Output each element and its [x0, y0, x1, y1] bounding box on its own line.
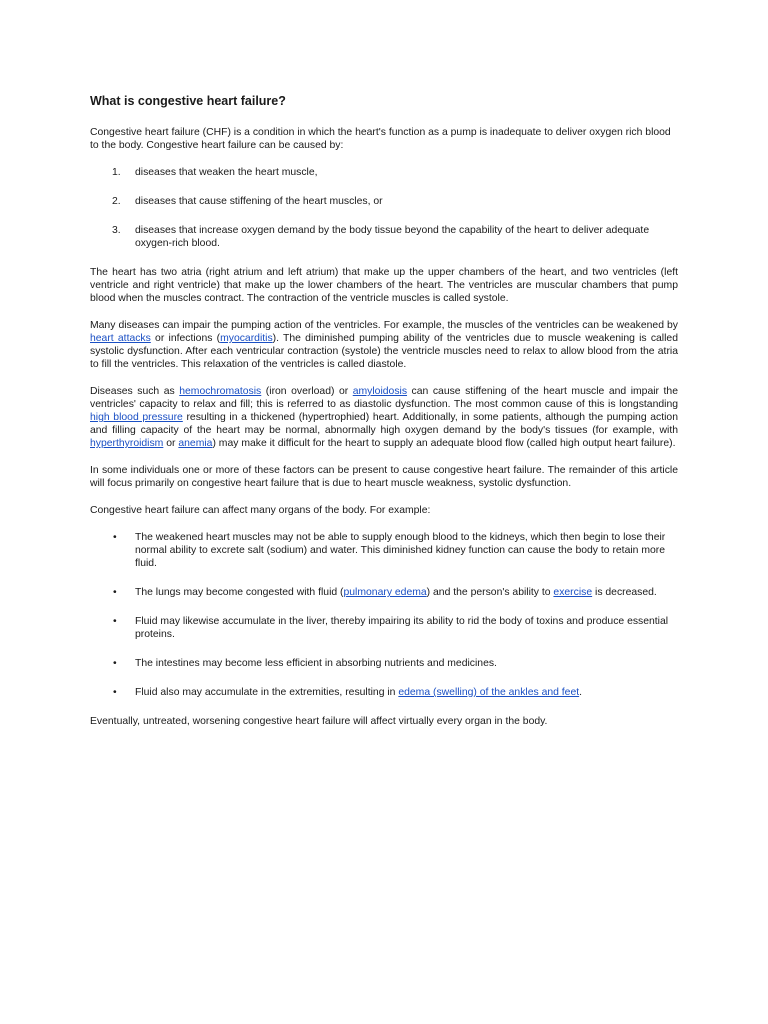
list-item: [90, 586, 678, 599]
text-run: (iron overload) or: [261, 386, 353, 397]
list-number: 2.: [112, 196, 121, 207]
text-run: or: [163, 438, 179, 449]
amyloidosis-link[interactable]: amyloidosis: [352, 386, 408, 397]
text-run: or infections (: [150, 333, 221, 344]
focus-paragraph: In some individuals one or more of these factors can be present to cause congestive heart failure. The remainder of this article will focus primarily on congestive heart failure that is due to heart muscle weakness, systolic dysfunction.: [90, 465, 678, 489]
diastolic-paragraph: [90, 385, 678, 450]
atria-paragraph: The heart has two atria (right atrium and left atrium) that make up the upper chambers of the heart, and two ventricles (left ventricle and right ventricle) that make up the lower chambers of the heart. The ventricles are muscular chambers that pump blood when the muscles contract. The contraction of the ventricle muscles is called systole.: [90, 267, 678, 304]
myocarditis-link[interactable]: myocarditis: [220, 333, 273, 344]
text-run: is decreased.: [592, 587, 657, 598]
list-number: 3.: [112, 225, 121, 236]
organs-paragraph: Congestive heart failure can affect many organs of the body. For example:: [90, 505, 431, 516]
text-run: .: [579, 687, 583, 698]
list-item: [90, 531, 678, 570]
list-item-text: Fluid may likewise accumulate in the liver, thereby impairing its ability to rid the body of toxins and produce essential proteins.: [135, 616, 669, 640]
list-number: 1.: [112, 167, 121, 178]
text-run: Many diseases can impair the pumping action of the ventricles. For example, the muscles of the ventricles can be weakened by: [90, 320, 678, 331]
article-body: [90, 93, 678, 742]
text-run: ) and the person's ability to: [426, 587, 554, 598]
conclusion-paragraph: Eventually, untreated, worsening congestive heart failure will affect virtually every organ in the body.: [90, 716, 548, 727]
hemochromatosis-link[interactable]: hemochromatosis: [179, 386, 262, 397]
bullet-icon: •: [113, 532, 117, 543]
systolic-paragraph: [90, 319, 678, 371]
text-run: resulting in a thickened (hypertrophied) heart. Additionally, in some patients, although the pumping action and filling capacity of the heart may be normal, abnormally high oxygen demand by the body's tissues (for example, with: [90, 412, 678, 436]
text-run: Fluid also may accumulate in the extremities, resulting in: [135, 687, 399, 698]
list-item-text: diseases that weaken the heart muscle,: [135, 167, 318, 178]
bullet-icon: •: [113, 587, 117, 598]
list-item: [90, 166, 678, 179]
hyperthyroidism-link[interactable]: hyperthyroidism: [90, 438, 164, 449]
list-item: [90, 224, 678, 250]
list-item: [90, 686, 678, 699]
bullet-icon: •: [113, 616, 117, 627]
text-run: ). The diminished pumping ability of the ventricles due to muscle weakening is called systolic dysfunction. After each ventricular contraction (systole) the ventricle muscles need to relax to allow blood from the atria to fill the ventricles. This relaxation of the ventricles is called diastole.: [90, 333, 678, 370]
list-item: [90, 615, 678, 641]
anemia-link[interactable]: anemia: [178, 438, 213, 449]
text-run: The lungs may become congested with fluid (: [135, 587, 344, 598]
intro-paragraph: Congestive heart failure (CHF) is a condition in which the heart's function as a pump is inadequate to deliver oxygen rich blood to the body. Congestive heart failure can be caused by:: [90, 127, 671, 151]
text-run: ) may make it difficult for the heart to supply an adequate blood flow (called high output heart failure).: [212, 438, 676, 449]
text-run: Diseases such as: [90, 386, 180, 397]
causes-list: [90, 166, 678, 250]
text-run: can cause stiffening of the heart muscle and impair the ventricles' capacity to relax and fill; this is referred to as diastolic dysfunction. The most common cause of this is longstanding: [90, 386, 678, 410]
bullet-icon: •: [113, 658, 117, 669]
bullet-icon: •: [113, 687, 117, 698]
article-title: What is congestive heart failure?: [90, 94, 286, 108]
effects-list: [90, 531, 678, 699]
list-item-text: diseases that increase oxygen demand by the body tissue beyond the capability of the heart to deliver adequate oxygen-rich blood.: [135, 225, 650, 249]
exercise-link[interactable]: exercise: [553, 587, 593, 598]
edema-ankles-feet-link[interactable]: edema (swelling) of the ankles and feet: [398, 687, 580, 698]
list-item: [90, 657, 678, 670]
pulmonary-edema-link[interactable]: pulmonary edema: [343, 587, 427, 598]
list-item-text: diseases that cause stiffening of the heart muscles, or: [135, 196, 383, 207]
list-item-text: The intestines may become less efficient in absorbing nutrients and medicines.: [135, 658, 497, 669]
list-item-text: The weakened heart muscles may not be able to supply enough blood to the kidneys, which then begin to lose their normal ability to excrete salt (sodium) and water. This diminished kidney function can cause the body to retain more fluid.: [135, 532, 666, 569]
list-item: [90, 195, 678, 208]
heart-attacks-link[interactable]: heart attacks: [90, 333, 151, 344]
high-blood-pressure-link[interactable]: high blood pressure: [90, 412, 183, 423]
